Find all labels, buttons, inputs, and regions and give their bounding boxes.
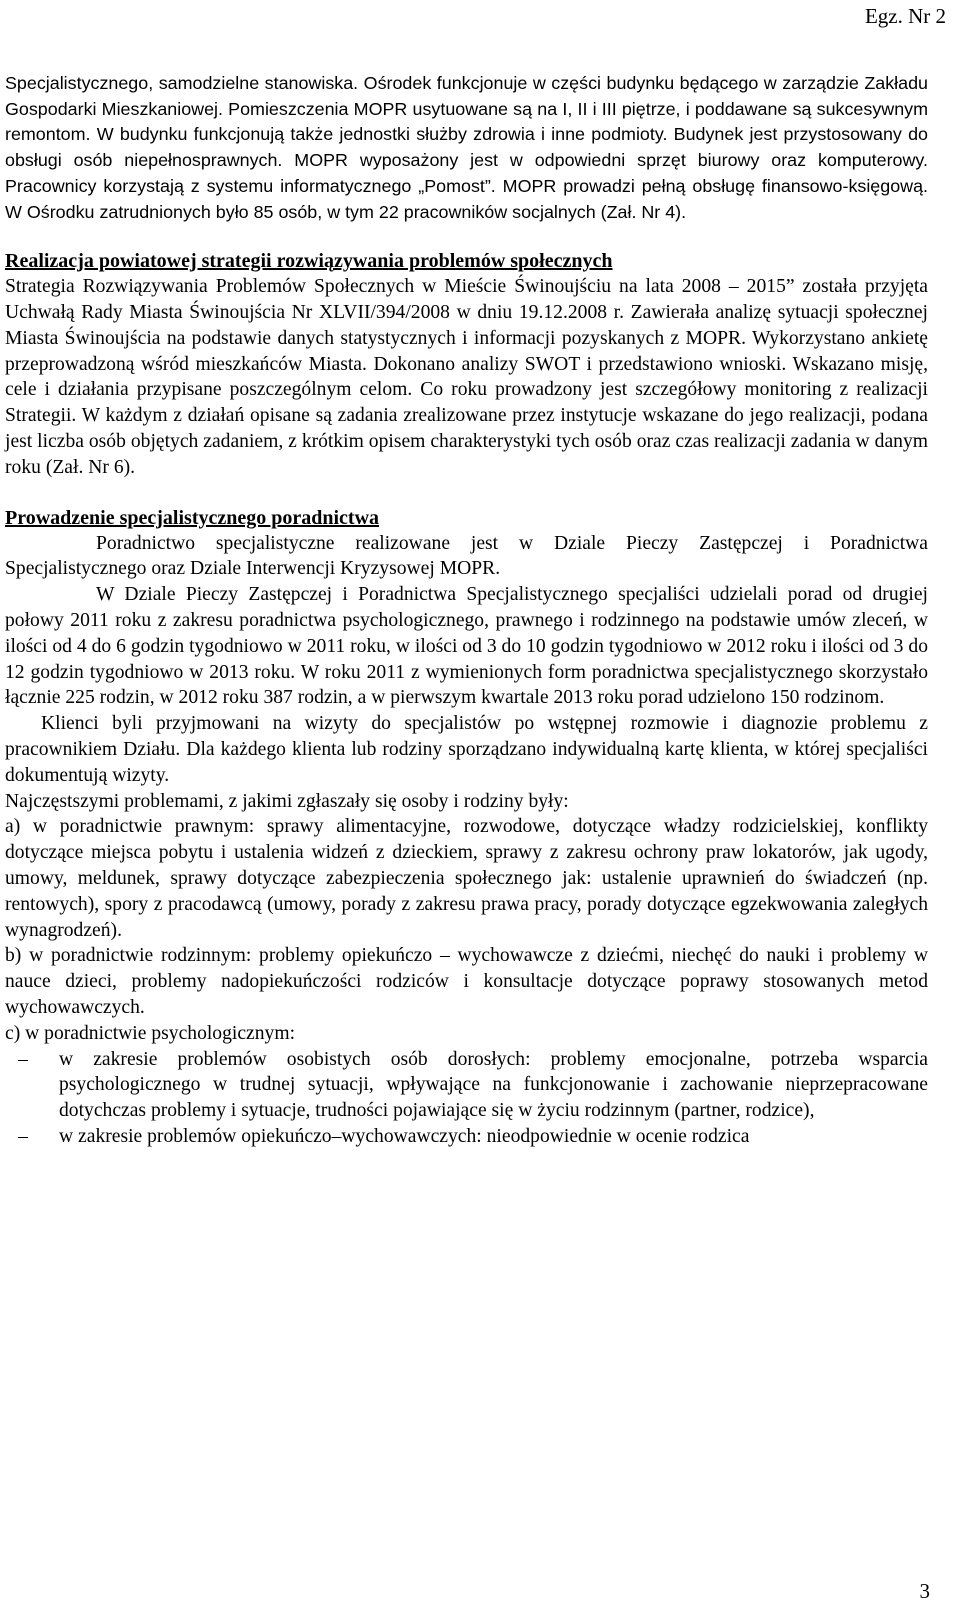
dash-bullet: – bbox=[18, 1125, 28, 1147]
document-body bbox=[5, 71, 928, 1150]
counseling-paragraph-4: Najczęstszymi problemami, z jakimi zgłaszały się osoby i rodziny były: bbox=[5, 790, 569, 812]
counseling-paragraph-2: W Dziale Pieczy Zastępczej i Poradnictwa Specjalistycznego specjaliści udzielali porad od drugiej połowy 2011 roku z zakresu poradnictwa psychologicznego, prawnego i rodzinnego na podstawie umów zleceń, w ilości od 4 do 6 godzin tygodniowo w 2011 roku, w ilości od 3 do 10 godzin tygodniowo w 2012 roku i ilości od 3 do 12 godzin tygodniowo w 2013 roku. W roku 2011 z wymienionych form poradnictwa specjalistycznego skorzystało łącznie 225 rodzin, w 2012 roku 387 rodzin, a w pierwszym kwartale 2013 roku porad udzielono 150 rodzinom. bbox=[5, 584, 928, 709]
section-heading-strategy: Realizacja powiatowej strategii rozwiązywania problemów społecznych bbox=[5, 250, 613, 273]
dash-bullet: – bbox=[18, 1048, 28, 1070]
list-item-a: a) w poradnictwie prawnym: sprawy alimentacyjne, rozwodowe, dotyczące władzy rodzicielskiej, konflikty dotyczące miejsca pobytu i ustalenia widzeń z dzieckiem, sprawy z zakresu ochrony praw lokatorów, jak ugody, umowy, meldunek, sprawy dotyczące zabezpieczenia społecznego jak: ustalenie uprawnień do świadczeń (np. rentowych), spory z pracodawcą (umowy, porady z zakresu prawa pracy, porady dotyczące egzekwowania zaległych wynagrodzeń). bbox=[5, 816, 928, 941]
counseling-paragraph-1: Poradnictwo specjalistyczne realizowane jest w Dziale Pieczy Zastępczej i Poradnictwa Specjalistycznego oraz Dziale Interwencji Kryzysowej MOPR. bbox=[5, 532, 928, 580]
strategy-paragraph: Strategia Rozwiązywania Problemów Społecznych w Mieście Świnoujściu na lata 2008 – 2015” została przyjęta Uchwałą Rady Miasta Świnoujścia Nr XLVII/394/2008 w dniu 19.12.2008 r. Zawierała analizę sytuacji społecznej Miasta Świnoujścia na podstawie danych statystycznych i informacji pozyskanych z MOPR. Wykorzystano ankietę przeprowadzoną wśród mieszkańców Miasta. Dokonano analizy SWOT i przedstawiono wnioski. Wskazano misję, cele i działania przypisane poszczególnym celom. Co roku prowadzony jest szczegółowy monitoring z realizacji Strategii. W każdym z działań opisane są zadania zrealizowane przez instytucje wskazane do jego realizacji, podana jest liczba osób objętych zadaniem, z krótkim opisem charakterystyki tych osób oraz czas realizacji zadania w danym roku (Zał. Nr 6). bbox=[5, 276, 928, 478]
counseling-paragraph-3: Klienci byli przyjmowani na wizyty do specjalistów po wstępnej rozmowie i diagnozie problemu z pracownikiem Działu. Dla każdego klienta lub rodziny sporządzano indywidualną kartę klienta, w której specjaliści dokumentują wizyty. bbox=[5, 713, 928, 786]
section-heading-counseling: Prowadzenie specjalistycznego poradnictwa bbox=[5, 506, 380, 529]
intro-paragraph: Specjalistycznego, samodzielne stanowiska. Ośrodek funkcjonuje w części budynku będącego w zarządzie Zakładu Gospodarki Mieszkaniowej. Pomieszczenia MOPR usytuowane są na I, II i III piętrze, i poddawane są sukcesywnym remontom. W budynku funkcjonują także jednostki służby zdrowia i inne podmioty. Budynek jest przystosowany do obsługi osób niepełnosprawnych. MOPR wyposażony jest w odpowiedni sprzęt biurowy oraz komputerowy. Pracownicy korzystają z systemu informatycznego „Pomost”. MOPR prowadzi pełną obsługę finansowo-księgową. W Ośrodku zatrudnionych było 85 osób, w tym 22 pracowników socjalnych (Zał. Nr 4). bbox=[5, 73, 928, 222]
page-number: 3 bbox=[919, 1579, 930, 1603]
list-item-c: c) w poradnictwie psychologicznym: bbox=[5, 1022, 296, 1044]
dash-list-item bbox=[5, 1047, 928, 1124]
dash-list-item-text: w zakresie problemów osobistych osób dorosłych: problemy emocjonalne, potrzeba wsparcia psychologicznego w trudnej sytuacji, wpływające na funkcjonowanie i zachowanie nieprzepracowane dotychczas problemy i sytuacje, trudności pojawiające się w życiu rodzinnym (partner, rodzice), bbox=[59, 1048, 928, 1122]
dash-list-item-text: w zakresie problemów opiekuńczo–wychowawczych: nieodpowiednie w ocenie rodzica bbox=[59, 1125, 750, 1147]
copy-number-label: Egz. Nr 2 bbox=[864, 4, 946, 28]
list-item-b: b) w poradnictwie rodzinnym: problemy opiekuńczo – wychowawcze z dziećmi, niechęć do nauki i problemy w nauce dzieci, problemy nadopiekuńczości rodziców i konsultacje dotyczące poprawy stosowanych metod wychowawczych. bbox=[5, 945, 928, 1018]
dash-list-item bbox=[5, 1124, 928, 1150]
